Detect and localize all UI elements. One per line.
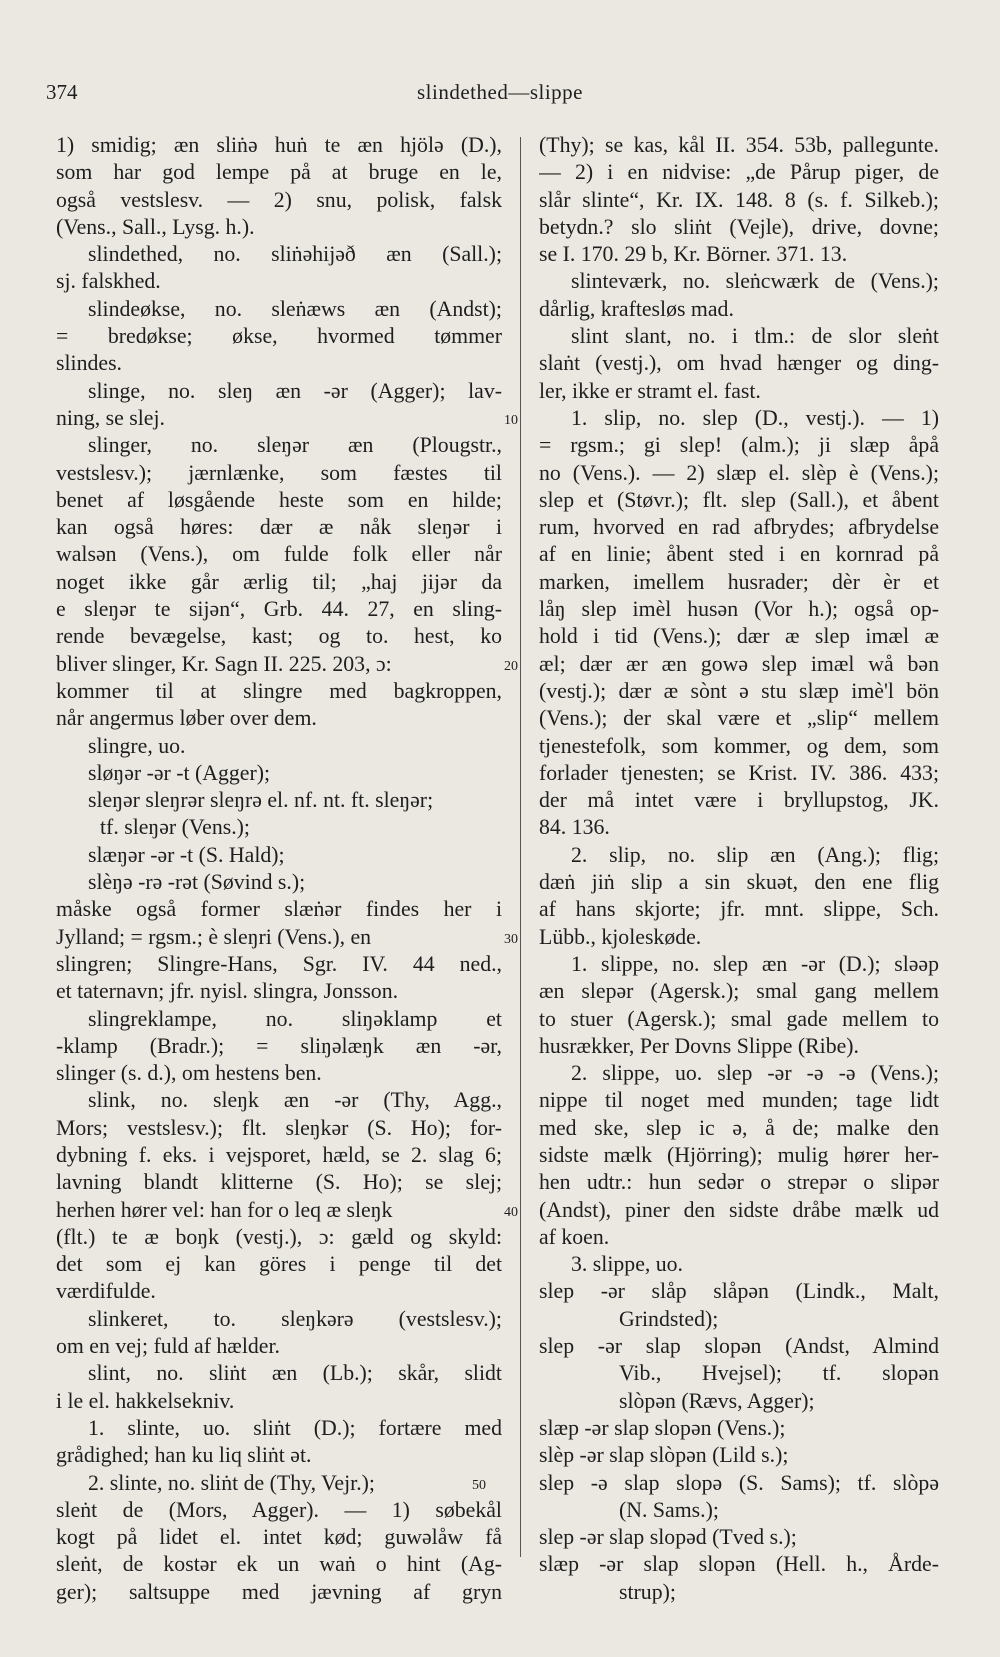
text-line: herhen hører vel: han for o leq æ sleŋk 40 bbox=[56, 1197, 502, 1224]
line-number: 10 bbox=[504, 412, 518, 428]
entry-line: slingre, uo. bbox=[88, 733, 186, 758]
text-line: 84. 136. bbox=[539, 815, 610, 840]
text-line: husrækker, Per Dovns Slippe (Ribe). bbox=[539, 1033, 859, 1058]
text-line: to stuer (Agersk.); smal gade mellem to bbox=[539, 1006, 939, 1031]
text-line: rende bevægelse, kast; og to. hest, ko bbox=[56, 624, 502, 649]
text-line: kan også høres: dær æ nåk sleŋər i bbox=[56, 515, 502, 540]
form-line: slæp -ər slap slopən (Vens.); bbox=[539, 1415, 786, 1440]
form-line: slòpən (Rævs, Agger); bbox=[619, 1388, 815, 1413]
form-line: Grindsted); bbox=[619, 1306, 719, 1331]
entry-line: slinge, no. sleŋ æn -ər (Agger); lav- bbox=[88, 378, 502, 403]
text-line: æl; dær ær æn gowə slep imæl wå bən bbox=[539, 651, 939, 676]
form-line: sløŋər -ər -t (Agger); bbox=[88, 760, 271, 785]
form-line: slep -ər slap slopəd (Tved s.); bbox=[539, 1525, 797, 1550]
column-divider bbox=[520, 137, 521, 1557]
text-line: walsən (Vens.), om fulde folk eller når bbox=[56, 542, 502, 567]
text-line: dæṅ jiṅ slip a sin skuət, den ene flig bbox=[539, 870, 939, 895]
text-line: tjenestefolk, som kommer, og dem, som bbox=[539, 733, 939, 758]
line-number: 30 bbox=[504, 931, 518, 947]
text-line: ning, se slej. 10 bbox=[56, 405, 502, 432]
text-line: med ske, slep ic ə, å de; malke den bbox=[539, 1115, 939, 1140]
text-line: lavning blandt klitterne (S. Ho); se slej; bbox=[56, 1170, 502, 1195]
text-line: rum, hvorved en rad afbrydes; afbrydelse bbox=[539, 515, 939, 540]
text-line: slep et (Støvr.); flt. slep (Sall.), et åbent bbox=[539, 487, 939, 512]
text-line: af en linie; åbent sted i en kornrad på bbox=[539, 542, 939, 567]
entry-line: slindethed, no. sliṅəhijəð æn (Sall.); bbox=[88, 242, 502, 267]
text-line: se I. 170. 29 b, Kr. Börner. 371. 13. bbox=[539, 242, 848, 267]
entry-line: slink, no. sleŋk æn -ər (Thy, Agg., bbox=[88, 1088, 502, 1113]
line-number: 50 bbox=[472, 1477, 486, 1493]
form-line: tf. sleŋər (Vens.); bbox=[100, 815, 250, 840]
text-line: (Vens., Sall., Lysg. h.). bbox=[56, 214, 255, 239]
form-line: sleŋər sleŋrər sleŋrə el. nf. nt. ft. sleŋər; bbox=[88, 788, 434, 813]
text-line: e sleŋər te sijən“, Grb. 44. 27, en sling- bbox=[56, 597, 502, 622]
form-line: slèŋə -rə -rət (Søvind s.); bbox=[88, 870, 306, 895]
text-line: vestslesv.); jærnlænke, som fæstes til bbox=[56, 460, 502, 485]
text-line: om en vej; fuld af hælder. bbox=[56, 1334, 280, 1359]
text-line: sleṅt, de kostər ek un waṅ o hint (Ag- bbox=[56, 1552, 502, 1577]
form-line: slæp -ər slap slopən (Hell. h., Årde- bbox=[539, 1552, 939, 1577]
text-line: dybning f. eks. i vejsporet, hæld, se 2. slag 6; bbox=[56, 1142, 502, 1167]
text-line: slaṅt (vestj.), om hvad hænger og ding- bbox=[539, 351, 939, 376]
text-line: der må intet være i bryllupstog, JK. bbox=[539, 788, 939, 813]
text-line: hen udtr.: hun sedər o strepər o slipər bbox=[539, 1170, 939, 1195]
text-line: som har god lempe på at bruge en le, bbox=[56, 160, 502, 185]
entry-line: 1. slinte, uo. sliṅt (D.); fortære med bbox=[88, 1415, 502, 1440]
entry-line: slingreklampe, no. sliŋəklamp et bbox=[88, 1006, 502, 1031]
form-line: (N. Sams.); bbox=[619, 1497, 719, 1522]
form-line: slep -ə slap slopə (S. Sams); tf. slòpə bbox=[539, 1470, 939, 1495]
text-line: (Thy); se kas, kål II. 354. 53b, pallegunte. bbox=[539, 133, 939, 157]
text-line: grådighed; han ku liq sliṅt ət. bbox=[56, 1443, 312, 1468]
text-line: et taternavn; jfr. nyisl. slingra, Jonsson. bbox=[56, 979, 399, 1004]
entry-line: 1. slippe, no. slep æn -ər (D.); sləəp bbox=[571, 951, 939, 976]
line-number: 20 bbox=[504, 658, 518, 674]
text-line: marken, imellem husrader; dèr èr et bbox=[539, 569, 939, 594]
form-line: slæŋər -ər -t (S. Hald); bbox=[88, 842, 285, 867]
text-line: (flt.) te æ boŋk (vestj.), ɔ: gæld og skyld: bbox=[56, 1224, 502, 1249]
entry-line: slinkeret, to. sleŋkərə (vestslesv.); bbox=[88, 1306, 502, 1331]
text-line: = rgsm.; gi slep! (alm.); ji slæp åpå bbox=[539, 433, 939, 458]
text-line: låŋ slep imèl husən (Vor h.); også op- bbox=[539, 597, 939, 622]
form-line: strup); bbox=[619, 1579, 676, 1604]
text-line: Mors; vestslesv.); flt. sleŋkər (S. Ho); for- bbox=[56, 1115, 502, 1140]
text-line: æn slepər (Agersk.); smal gang mellem bbox=[539, 979, 939, 1004]
entry-line: slinger, no. sleŋər æn (Plougstr., bbox=[88, 433, 502, 458]
text-line: kogt på lidet el. intet kød; guwəlåw få bbox=[56, 1525, 502, 1550]
text-line: no (Vens.). — 2) slæp el. slèp è (Vens.); bbox=[539, 460, 939, 485]
right-column bbox=[539, 132, 939, 1606]
text-line: slindes. bbox=[56, 351, 122, 376]
text-line: ger); saltsuppe med jævning af gryn bbox=[56, 1579, 502, 1604]
text-line: -klamp (Bradr.); = sliŋəlæŋk æn -ər, bbox=[56, 1033, 502, 1058]
entry-line: slint slant, no. i tlm.: de slor sleṅt bbox=[571, 324, 939, 349]
text-line: Jylland; = rgsm.; è sleŋri (Vens.), en 30 bbox=[56, 924, 502, 951]
text-line: sidste mælk (Hjörring); mulig hører her- bbox=[539, 1142, 939, 1167]
text-line: værdifulde. bbox=[56, 1279, 156, 1304]
form-line: slèp -ər slap slòpən (Lild s.); bbox=[539, 1443, 789, 1468]
text-line: = bredøkse; økse, hvormed tømmer bbox=[56, 324, 502, 349]
text-line: (Andst), piner den sidste dråbe mælk ud bbox=[539, 1197, 939, 1222]
text-line: af koen. bbox=[539, 1224, 610, 1249]
line-number: 40 bbox=[504, 1204, 518, 1220]
text-line: nippe til noget med munden; tage lidt bbox=[539, 1088, 939, 1113]
text-line: benet af løsgående heste som en hilde; bbox=[56, 487, 502, 512]
text-line: måske også former slæṅər findes her i bbox=[56, 897, 502, 922]
form-line: slep -ər slåp slåpən (Lindk., Malt, bbox=[539, 1279, 939, 1304]
text-line: hold i tid (Vens.); dær æ slep imæl æ bbox=[539, 624, 939, 649]
text-line: — 2) i en nidvise: „de Pårup piger, de bbox=[539, 160, 939, 185]
text-line: slinger (s. d.), om hestens ben. bbox=[56, 1061, 322, 1086]
page-number: 374 bbox=[46, 80, 78, 104]
text-line: slingren; Slingre-Hans, Sgr. IV. 44 ned., bbox=[56, 951, 502, 976]
text-line: kommer til at slingre med bagkroppen, bbox=[56, 678, 502, 703]
entry-line: 1. slip, no. slep (D., vestj.). — 1) bbox=[571, 405, 939, 430]
text-line: af hans skjorte; jfr. mnt. slippe, Sch. bbox=[539, 897, 939, 922]
entry-line: slindeøkse, no. sleṅæws æn (Andst); bbox=[88, 296, 502, 321]
text-line: det som ej kan göres i penge til det bbox=[56, 1252, 502, 1277]
text-line: når angermus løber over dem. bbox=[56, 706, 317, 731]
text-line: (vestj.); dær æ sònt ə stu slæp imè'l bön bbox=[539, 678, 939, 703]
text-line: bliver slinger, Kr. Sagn II. 225. 203, ɔ: 20 bbox=[56, 651, 502, 678]
text-line: sleṅt de (Mors, Agger). — 1) søbekål bbox=[56, 1497, 502, 1522]
form-line: slep -ər slap slopən (Andst, Almind bbox=[539, 1334, 939, 1359]
entry-line: 2. slinte, no. sliṅt de (Thy, Vejr.); 50 bbox=[56, 1470, 502, 1497]
text-line: sj. falskhed. bbox=[56, 269, 161, 294]
text-line: dårlig, kraftesløs mad. bbox=[539, 296, 734, 321]
entry-line: slinteværk, no. sleṅcwærk de (Vens.); bbox=[571, 269, 939, 294]
entry-line: slint, no. sliṅt æn (Lb.); skår, slidt bbox=[88, 1361, 502, 1386]
text-line: forlader tjenesten; se Krist. IV. 386. 433; bbox=[539, 760, 939, 785]
entry-line: 2. slip, no. slip æn (Ang.); flig; bbox=[571, 842, 939, 867]
text-line: betydn.? slo sliṅt (Vejle), drive, dovne; bbox=[539, 214, 939, 239]
left-column bbox=[56, 132, 518, 1606]
entry-line: 3. slippe, uo. bbox=[571, 1252, 684, 1277]
text-line: (Vens.); der skal være et „slip“ mellem bbox=[539, 706, 939, 731]
text-line: i le el. hakkelsekniv. bbox=[56, 1388, 235, 1413]
form-line: Vib., Hvejsel); tf. slopən bbox=[619, 1361, 939, 1386]
text-line: også vestslesv. — 2) snu, polisk, falsk bbox=[56, 187, 502, 212]
running-head: slindethed—slippe bbox=[417, 80, 583, 104]
entry-line: 2. slippe, uo. slep -ər -ə -ə (Vens.); bbox=[571, 1061, 939, 1086]
text-line: slår slinte“, Kr. IX. 148. 8 (s. f. Silkeb.); bbox=[539, 187, 939, 212]
text-line: ler, ikke er stramt el. fast. bbox=[539, 378, 761, 403]
text-line: noget ikke går ærlig til; „haj jijər da bbox=[56, 569, 502, 594]
text-line: 1) smidig; æn sliṅə huṅ te æn hjölə (D.), bbox=[56, 133, 502, 157]
text-line: Lübb., kjoleskøde. bbox=[539, 924, 702, 949]
